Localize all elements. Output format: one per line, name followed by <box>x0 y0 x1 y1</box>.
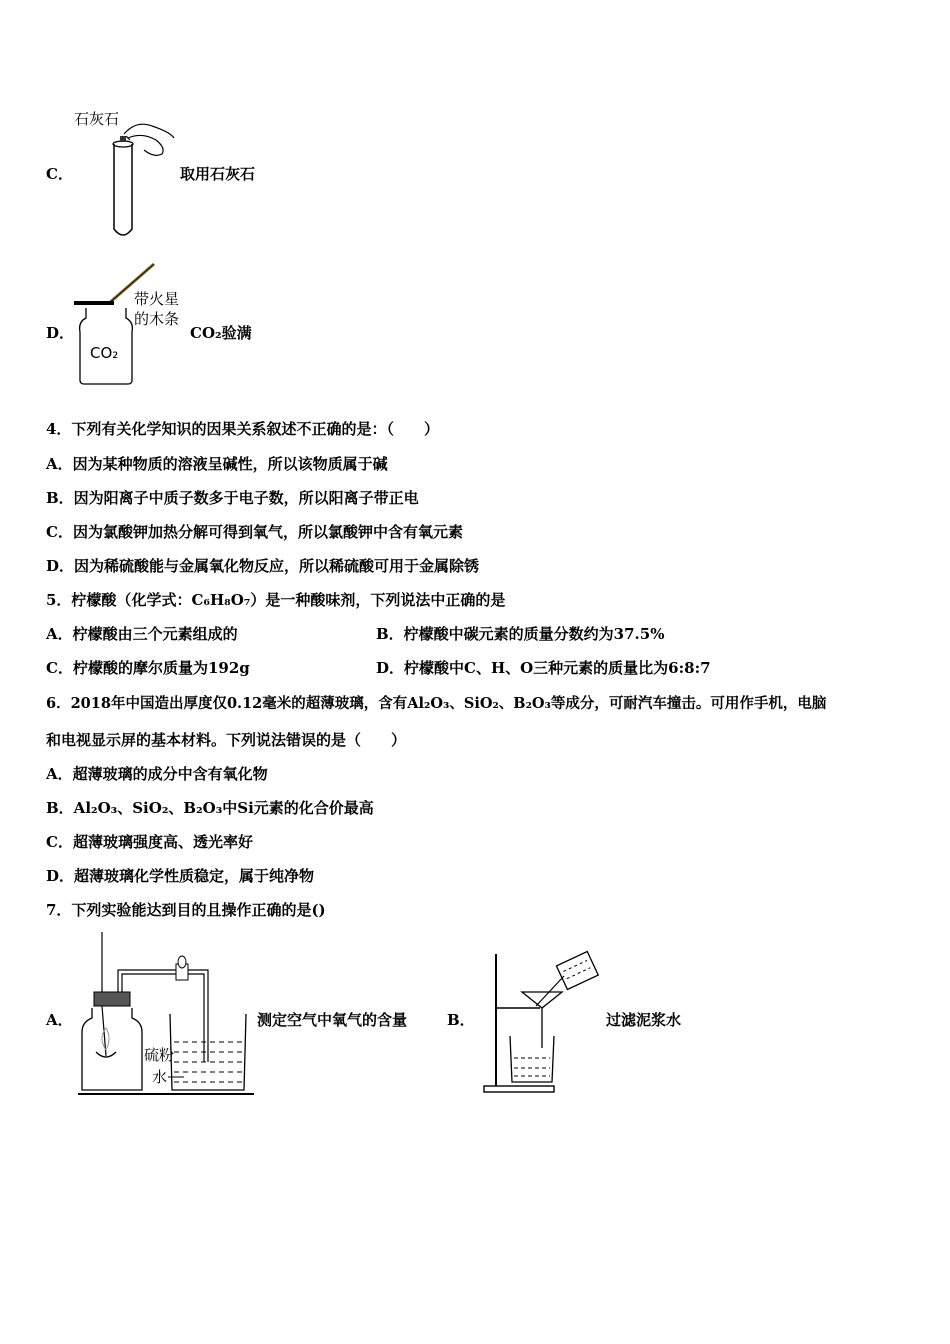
q6-stem-line-1: 6．2018年中国造出厚度仅0.12毫米的超薄玻璃，含有Al₂O₃、SiO₂、B₂O₃等成分，可耐汽车撞击。可用作手机，电脑 <box>46 695 827 712</box>
oxygen-content-apparatus-figure <box>76 930 256 1098</box>
limestone-label: 石灰石 <box>74 110 120 128</box>
q6-option-a: A．超薄玻璃的成分中含有氧化物 <box>46 765 268 783</box>
q7-option-a-caption: 测定空气中氧气的含量 <box>257 1011 408 1029</box>
q7-option-a-label: A． <box>46 1011 73 1029</box>
q4-option-a: A．因为某种物质的溶液呈碱性，所以该物质属于碱 <box>46 455 388 473</box>
q7-option-b-label: B． <box>447 1011 475 1029</box>
q4-option-c: C．因为氯酸钾加热分解可得到氧气，所以氯酸钾中含有氧元素 <box>46 523 463 541</box>
glowing-stick-label-2: 的木条 <box>134 310 180 328</box>
q7-option-b-caption: 过滤泥浆水 <box>606 1011 682 1029</box>
test-tube-limestone-figure <box>70 104 180 244</box>
q5-option-a: A．柠檬酸由三个元素组成的 <box>46 625 238 643</box>
q3-option-c-caption: 取用石灰石 <box>180 165 256 183</box>
sulfur-powder-label: 硫粉 <box>144 1046 175 1064</box>
q5-option-d: D．柠檬酸中C、H、O三种元素的质量比为6:8:7 <box>376 659 711 677</box>
q3-option-c-label: C． <box>46 165 73 183</box>
filtration-apparatus-figure <box>480 946 604 1096</box>
q3-option-d-label: D． <box>46 324 75 342</box>
q4-option-b: B．因为阳离子中质子数多于电子数，所以阳离子带正电 <box>46 489 419 507</box>
glowing-stick-label-1: 带火星 <box>134 290 180 308</box>
q7-stem: 7．下列实验能达到目的且操作正确的是() <box>46 901 326 919</box>
q4-stem: 4．下列有关化学知识的因果关系叙述不正确的是：（ ） <box>46 420 439 438</box>
water-label: 水 <box>152 1068 168 1086</box>
q3-option-d-caption: CO₂验满 <box>190 324 252 342</box>
q6-option-d: D．超薄玻璃化学性质稳定，属于纯净物 <box>46 867 315 885</box>
q5-stem: 5．柠檬酸（化学式：C₆H₈O₇）是一种酸味剂，下列说法中正确的是 <box>46 591 506 609</box>
co2-bottle-figure <box>72 258 194 390</box>
q6-stem-line-2: 和电视显示屏的基本材料。下列说法错误的是（ ） <box>46 731 407 749</box>
q5-option-b: B．柠檬酸中碳元素的质量分数约为37.5% <box>376 625 665 643</box>
bottle-co2-label: CO₂ <box>90 344 119 362</box>
q4-option-d: D．因为稀硫酸能与金属氧化物反应，所以稀硫酸可用于金属除锈 <box>46 557 480 575</box>
q5-option-c: C．柠檬酸的摩尔质量为192g <box>46 659 250 677</box>
q6-option-b: B．Al₂O₃、SiO₂、B₂O₃中Si元素的化合价最高 <box>46 799 374 817</box>
q6-option-c: C．超薄玻璃强度高、透光率好 <box>46 833 253 851</box>
